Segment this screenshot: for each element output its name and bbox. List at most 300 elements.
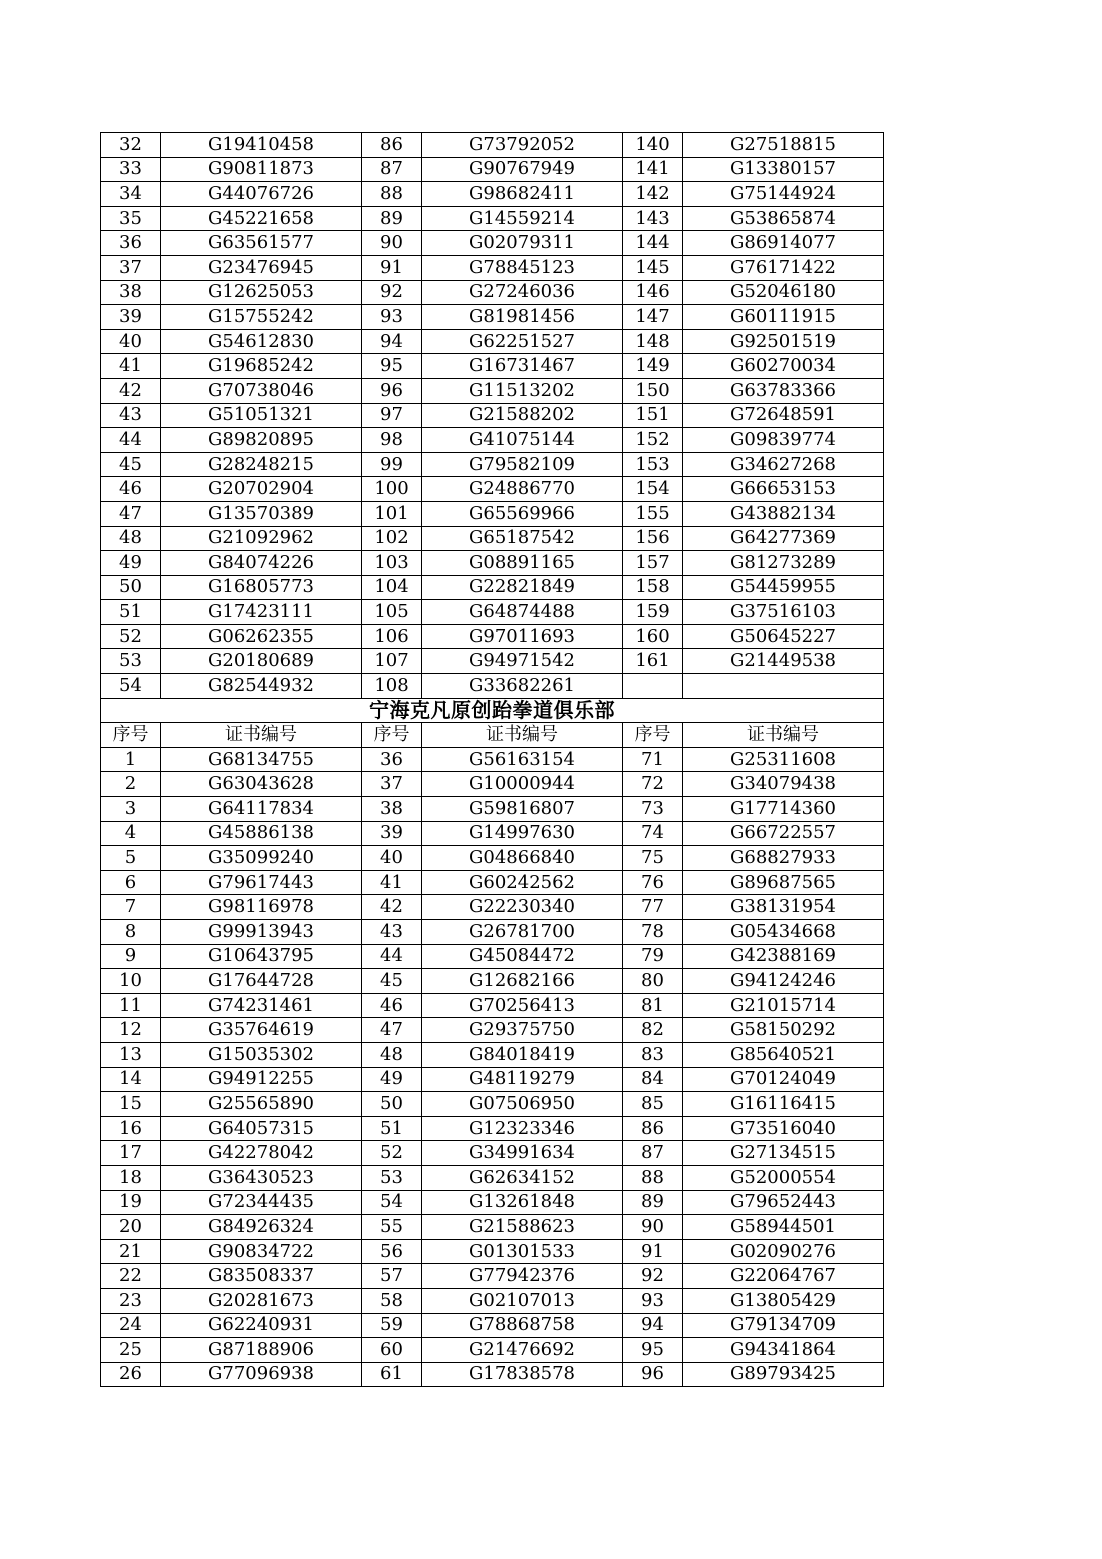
cert-number-cell: G20180689	[161, 649, 362, 674]
table-row	[101, 747, 884, 772]
seq-cell: 150	[623, 378, 683, 403]
cert-number-cell: G11513202	[422, 378, 623, 403]
seq-cell: 95	[362, 354, 422, 379]
cert-number-cell: G20281673	[161, 1288, 362, 1313]
seq-cell: 49	[362, 1067, 422, 1092]
cert-number-cell: G38131954	[683, 895, 884, 920]
table-row	[101, 870, 884, 895]
seq-cell: 20	[101, 1215, 161, 1240]
cert-number-cell: G22230340	[422, 895, 623, 920]
cert-number-cell: G59816807	[422, 797, 623, 822]
cert-number-cell: G63561577	[161, 231, 362, 256]
cert-number-cell: G82544932	[161, 674, 362, 699]
cert-number-cell: G79652443	[683, 1190, 884, 1215]
table-row	[101, 133, 884, 158]
seq-cell: 159	[623, 600, 683, 625]
cert-number-cell: G35099240	[161, 846, 362, 871]
cert-number-cell: G21588202	[422, 403, 623, 428]
table-row	[101, 969, 884, 994]
cert-number-cell: G34079438	[683, 772, 884, 797]
table-row	[101, 403, 884, 428]
header-cert: 证书编号	[161, 723, 362, 748]
cert-number-cell: G15035302	[161, 1042, 362, 1067]
seq-cell: 54	[362, 1190, 422, 1215]
table-row	[101, 1264, 884, 1289]
seq-cell: 84	[623, 1067, 683, 1092]
cert-number-cell: G74231461	[161, 993, 362, 1018]
seq-cell: 57	[362, 1264, 422, 1289]
cert-number-cell: G79134709	[683, 1313, 884, 1338]
cert-number-cell: G42388169	[683, 944, 884, 969]
cert-number-cell: G25311608	[683, 747, 884, 772]
seq-cell: 100	[362, 477, 422, 502]
cert-number-cell: G77096938	[161, 1362, 362, 1387]
cert-number-cell: G79617443	[161, 870, 362, 895]
cert-number-cell: G48119279	[422, 1067, 623, 1092]
cert-number-cell: G13570389	[161, 501, 362, 526]
seq-cell: 51	[101, 600, 161, 625]
seq-cell: 149	[623, 354, 683, 379]
table-row	[101, 1288, 884, 1313]
seq-cell: 45	[362, 969, 422, 994]
seq-cell: 5	[101, 846, 161, 871]
seq-cell: 56	[362, 1239, 422, 1264]
seq-cell: 37	[362, 772, 422, 797]
cert-number-cell: G94341864	[683, 1338, 884, 1363]
cert-number-cell: G34627268	[683, 452, 884, 477]
cert-number-cell: G65187542	[422, 526, 623, 551]
cert-number-cell: G17838578	[422, 1362, 623, 1387]
table-row	[101, 501, 884, 526]
cert-number-cell: G62240931	[161, 1313, 362, 1338]
cert-number-cell: G60270034	[683, 354, 884, 379]
seq-cell: 72	[623, 772, 683, 797]
cert-number-cell: G72344435	[161, 1190, 362, 1215]
cert-number-cell: G14559214	[422, 206, 623, 231]
section-2-header	[101, 698, 884, 747]
cert-number-cell: G68134755	[161, 747, 362, 772]
cert-number-cell: G27246036	[422, 280, 623, 305]
cert-number-cell: G66722557	[683, 821, 884, 846]
cert-number-cell: G98116978	[161, 895, 362, 920]
seq-cell: 21	[101, 1239, 161, 1264]
seq-cell: 26	[101, 1362, 161, 1387]
seq-cell: 153	[623, 452, 683, 477]
cert-number-cell: G19410458	[161, 133, 362, 158]
seq-cell: 3	[101, 797, 161, 822]
table-row	[101, 1018, 884, 1043]
seq-cell: 52	[101, 624, 161, 649]
seq-cell: 41	[101, 354, 161, 379]
cert-number-cell: G12682166	[422, 969, 623, 994]
cert-number-cell: G51051321	[161, 403, 362, 428]
seq-cell: 43	[101, 403, 161, 428]
seq-cell: 89	[623, 1190, 683, 1215]
seq-cell: 86	[362, 133, 422, 158]
cert-number-cell: G84926324	[161, 1215, 362, 1240]
seq-cell: 83	[623, 1042, 683, 1067]
cert-number-cell: G02107013	[422, 1288, 623, 1313]
seq-cell: 151	[623, 403, 683, 428]
seq-cell: 15	[101, 1092, 161, 1117]
seq-cell: 14	[101, 1067, 161, 1092]
table-row	[101, 378, 884, 403]
cert-number-cell: G64057315	[161, 1116, 362, 1141]
cert-number-cell: G45084472	[422, 944, 623, 969]
seq-cell: 41	[362, 870, 422, 895]
cert-number-cell: G13380157	[683, 157, 884, 182]
seq-cell: 86	[623, 1116, 683, 1141]
cert-number-cell: G17644728	[161, 969, 362, 994]
seq-cell: 48	[101, 526, 161, 551]
cert-number-cell: G25565890	[161, 1092, 362, 1117]
cert-number-cell: G08891165	[422, 551, 623, 576]
cert-number-cell: G86914077	[683, 231, 884, 256]
seq-cell: 18	[101, 1165, 161, 1190]
seq-cell: 79	[623, 944, 683, 969]
table-row	[101, 895, 884, 920]
cert-number-cell: G09839774	[683, 428, 884, 453]
seq-cell: 6	[101, 870, 161, 895]
cert-number-cell: G37516103	[683, 600, 884, 625]
seq-cell: 55	[362, 1215, 422, 1240]
cert-number-cell: G24886770	[422, 477, 623, 502]
header-cert: 证书编号	[683, 723, 884, 748]
seq-cell: 90	[623, 1215, 683, 1240]
cert-number-cell: G90811873	[161, 157, 362, 182]
table-row	[101, 797, 884, 822]
cert-number-cell: G28248215	[161, 452, 362, 477]
seq-cell: 96	[362, 378, 422, 403]
cert-number-cell: G27518815	[683, 133, 884, 158]
seq-cell: 32	[101, 133, 161, 158]
seq-cell: 85	[623, 1092, 683, 1117]
seq-cell: 51	[362, 1116, 422, 1141]
cert-number-cell: G02090276	[683, 1239, 884, 1264]
seq-cell: 142	[623, 182, 683, 207]
cert-number-cell: G14997630	[422, 821, 623, 846]
seq-cell: 12	[101, 1018, 161, 1043]
cert-number-cell: G77942376	[422, 1264, 623, 1289]
seq-cell: 88	[623, 1165, 683, 1190]
seq-cell: 88	[362, 182, 422, 207]
table-row	[101, 1116, 884, 1141]
cert-number-cell: G29375750	[422, 1018, 623, 1043]
table-row	[101, 575, 884, 600]
cert-number-cell: G33682261	[422, 674, 623, 699]
seq-cell: 36	[362, 747, 422, 772]
seq-cell: 147	[623, 305, 683, 330]
seq-cell: 106	[362, 624, 422, 649]
cert-number-cell: G13261848	[422, 1190, 623, 1215]
cert-number-cell: G23476945	[161, 255, 362, 280]
table-row	[101, 477, 884, 502]
seq-cell: 23	[101, 1288, 161, 1313]
cert-number-cell: G21092962	[161, 526, 362, 551]
seq-cell: 156	[623, 526, 683, 551]
cert-number-cell: G72648591	[683, 403, 884, 428]
cert-number-cell: G75144924	[683, 182, 884, 207]
cert-number-cell: G16805773	[161, 575, 362, 600]
seq-cell: 8	[101, 920, 161, 945]
cert-number-cell: G63043628	[161, 772, 362, 797]
seq-cell: 71	[623, 747, 683, 772]
cert-number-cell: G20702904	[161, 477, 362, 502]
seq-cell: 73	[623, 797, 683, 822]
seq-cell: 46	[362, 993, 422, 1018]
seq-cell: 91	[362, 255, 422, 280]
table-row	[101, 231, 884, 256]
cert-number-cell: G21015714	[683, 993, 884, 1018]
cert-number-cell: G81981456	[422, 305, 623, 330]
cert-number-cell: G83508337	[161, 1264, 362, 1289]
cert-number-cell: G60111915	[683, 305, 884, 330]
seq-cell: 42	[101, 378, 161, 403]
cert-number-cell: G60242562	[422, 870, 623, 895]
table-row	[101, 354, 884, 379]
cert-number-cell: G34991634	[422, 1141, 623, 1166]
cert-number-cell: G26781700	[422, 920, 623, 945]
seq-cell: 36	[101, 231, 161, 256]
cert-number-cell: G36430523	[161, 1165, 362, 1190]
cert-number-cell: G89793425	[683, 1362, 884, 1387]
cert-number-cell: G15755242	[161, 305, 362, 330]
table-row	[101, 1092, 884, 1117]
cert-number-cell: G58150292	[683, 1018, 884, 1043]
seq-cell: 58	[362, 1288, 422, 1313]
cert-number-cell: G97011693	[422, 624, 623, 649]
seq-cell: 22	[101, 1264, 161, 1289]
cert-number-cell: G01301533	[422, 1239, 623, 1264]
cert-number-cell: G19685242	[161, 354, 362, 379]
seq-cell: 94	[623, 1313, 683, 1338]
cert-number-cell	[683, 674, 884, 699]
table-row	[101, 206, 884, 231]
seq-cell: 96	[623, 1362, 683, 1387]
seq-cell: 52	[362, 1141, 422, 1166]
seq-cell: 140	[623, 133, 683, 158]
header-seq: 序号	[362, 723, 422, 748]
seq-cell: 48	[362, 1042, 422, 1067]
cert-number-cell: G02079311	[422, 231, 623, 256]
club-title: 宁海克凡原创跆拳道俱乐部	[101, 698, 884, 723]
header-seq: 序号	[623, 723, 683, 748]
cert-number-cell: G17714360	[683, 797, 884, 822]
table-row	[101, 674, 884, 699]
seq-cell: 80	[623, 969, 683, 994]
seq-cell: 39	[362, 821, 422, 846]
seq-cell: 1	[101, 747, 161, 772]
cert-number-cell: G12625053	[161, 280, 362, 305]
cert-number-cell: G62634152	[422, 1165, 623, 1190]
seq-cell: 53	[101, 649, 161, 674]
cert-number-cell: G16116415	[683, 1092, 884, 1117]
seq-cell: 157	[623, 551, 683, 576]
table-row	[101, 526, 884, 551]
seq-cell: 38	[101, 280, 161, 305]
cert-number-cell: G04866840	[422, 846, 623, 871]
seq-cell: 45	[101, 452, 161, 477]
seq-cell: 75	[623, 846, 683, 871]
cert-number-cell: G52000554	[683, 1165, 884, 1190]
cert-number-cell: G21588623	[422, 1215, 623, 1240]
seq-cell: 50	[362, 1092, 422, 1117]
cert-number-cell: G84074226	[161, 551, 362, 576]
seq-cell: 107	[362, 649, 422, 674]
table-row	[101, 280, 884, 305]
seq-cell: 103	[362, 551, 422, 576]
seq-cell: 53	[362, 1165, 422, 1190]
cert-number-cell: G42278042	[161, 1141, 362, 1166]
seq-cell: 94	[362, 329, 422, 354]
seq-cell: 82	[623, 1018, 683, 1043]
seq-cell: 92	[623, 1264, 683, 1289]
cert-number-cell: G22064767	[683, 1264, 884, 1289]
table-row	[101, 821, 884, 846]
table-row	[101, 1313, 884, 1338]
cert-number-cell: G76171422	[683, 255, 884, 280]
cert-number-cell: G64117834	[161, 797, 362, 822]
cert-number-cell: G41075144	[422, 428, 623, 453]
seq-cell: 91	[623, 1239, 683, 1264]
cert-number-cell: G07506950	[422, 1092, 623, 1117]
seq-cell: 108	[362, 674, 422, 699]
cert-number-cell: G70256413	[422, 993, 623, 1018]
seq-cell: 33	[101, 157, 161, 182]
seq-cell: 38	[362, 797, 422, 822]
cert-number-cell: G90767949	[422, 157, 623, 182]
cert-number-cell: G10000944	[422, 772, 623, 797]
seq-cell: 152	[623, 428, 683, 453]
section-2-rows	[101, 747, 884, 1386]
table-row	[101, 157, 884, 182]
seq-cell: 148	[623, 329, 683, 354]
seq-cell: 37	[101, 255, 161, 280]
table-row	[101, 255, 884, 280]
cert-number-cell: G85640521	[683, 1042, 884, 1067]
table-row	[101, 452, 884, 477]
seq-cell: 155	[623, 501, 683, 526]
table-row	[101, 551, 884, 576]
section-1-rows	[101, 133, 884, 699]
cert-number-cell: G12323346	[422, 1116, 623, 1141]
table-row	[101, 182, 884, 207]
seq-cell: 46	[101, 477, 161, 502]
table-row	[101, 1362, 884, 1387]
cert-number-cell: G81273289	[683, 551, 884, 576]
cert-number-cell: G45886138	[161, 821, 362, 846]
cert-number-cell: G22821849	[422, 575, 623, 600]
cert-number-cell: G17423111	[161, 600, 362, 625]
seq-cell: 24	[101, 1313, 161, 1338]
seq-cell: 9	[101, 944, 161, 969]
cert-number-cell: G21476692	[422, 1338, 623, 1363]
seq-cell: 87	[623, 1141, 683, 1166]
seq-cell: 98	[362, 428, 422, 453]
cert-number-cell: G54612830	[161, 329, 362, 354]
cert-number-cell: G65569966	[422, 501, 623, 526]
table-row	[101, 1042, 884, 1067]
seq-cell: 2	[101, 772, 161, 797]
table-row	[101, 1190, 884, 1215]
seq-cell: 144	[623, 231, 683, 256]
cert-number-cell: G63783366	[683, 378, 884, 403]
seq-cell: 78	[623, 920, 683, 945]
cert-number-cell: G13805429	[683, 1288, 884, 1313]
seq-cell: 44	[362, 944, 422, 969]
cert-number-cell: G05434668	[683, 920, 884, 945]
seq-cell: 160	[623, 624, 683, 649]
seq-cell: 42	[362, 895, 422, 920]
seq-cell: 40	[101, 329, 161, 354]
cert-number-cell: G66653153	[683, 477, 884, 502]
cert-number-cell: G56163154	[422, 747, 623, 772]
header-cert: 证书编号	[422, 723, 623, 748]
cert-number-cell: G68827933	[683, 846, 884, 871]
seq-cell: 102	[362, 526, 422, 551]
seq-cell: 89	[362, 206, 422, 231]
seq-cell: 43	[362, 920, 422, 945]
cert-number-cell: G98682411	[422, 182, 623, 207]
seq-cell: 61	[362, 1362, 422, 1387]
seq-cell: 92	[362, 280, 422, 305]
cert-number-cell: G94124246	[683, 969, 884, 994]
seq-cell: 154	[623, 477, 683, 502]
seq-cell: 25	[101, 1338, 161, 1363]
cert-number-cell: G73516040	[683, 1116, 884, 1141]
seq-cell: 19	[101, 1190, 161, 1215]
seq-cell: 74	[623, 821, 683, 846]
cert-number-cell: G16731467	[422, 354, 623, 379]
table-row	[101, 772, 884, 797]
table-row	[101, 920, 884, 945]
seq-cell: 93	[362, 305, 422, 330]
seq-cell: 90	[362, 231, 422, 256]
seq-cell: 95	[623, 1338, 683, 1363]
cert-number-cell: G73792052	[422, 133, 623, 158]
table-row	[101, 1141, 884, 1166]
seq-cell: 101	[362, 501, 422, 526]
seq-cell: 87	[362, 157, 422, 182]
seq-cell: 104	[362, 575, 422, 600]
cert-number-cell: G89687565	[683, 870, 884, 895]
cert-number-cell: G84018419	[422, 1042, 623, 1067]
cert-number-cell: G35764619	[161, 1018, 362, 1043]
seq-cell: 59	[362, 1313, 422, 1338]
seq-cell: 34	[101, 182, 161, 207]
seq-cell: 141	[623, 157, 683, 182]
cert-number-cell: G70124049	[683, 1067, 884, 1092]
column-header-row	[101, 723, 884, 748]
cert-number-cell: G21449538	[683, 649, 884, 674]
table-row	[101, 1239, 884, 1264]
cert-number-cell: G44076726	[161, 182, 362, 207]
certificate-table	[100, 132, 884, 1387]
seq-cell: 39	[101, 305, 161, 330]
cert-number-cell: G27134515	[683, 1141, 884, 1166]
table-row	[101, 993, 884, 1018]
seq-cell: 44	[101, 428, 161, 453]
cert-number-cell: G94971542	[422, 649, 623, 674]
seq-cell: 49	[101, 551, 161, 576]
seq-cell: 17	[101, 1141, 161, 1166]
cert-number-cell: G52046180	[683, 280, 884, 305]
cert-number-cell: G54459955	[683, 575, 884, 600]
seq-cell: 50	[101, 575, 161, 600]
seq-cell: 13	[101, 1042, 161, 1067]
table-row	[101, 1338, 884, 1363]
seq-cell: 105	[362, 600, 422, 625]
